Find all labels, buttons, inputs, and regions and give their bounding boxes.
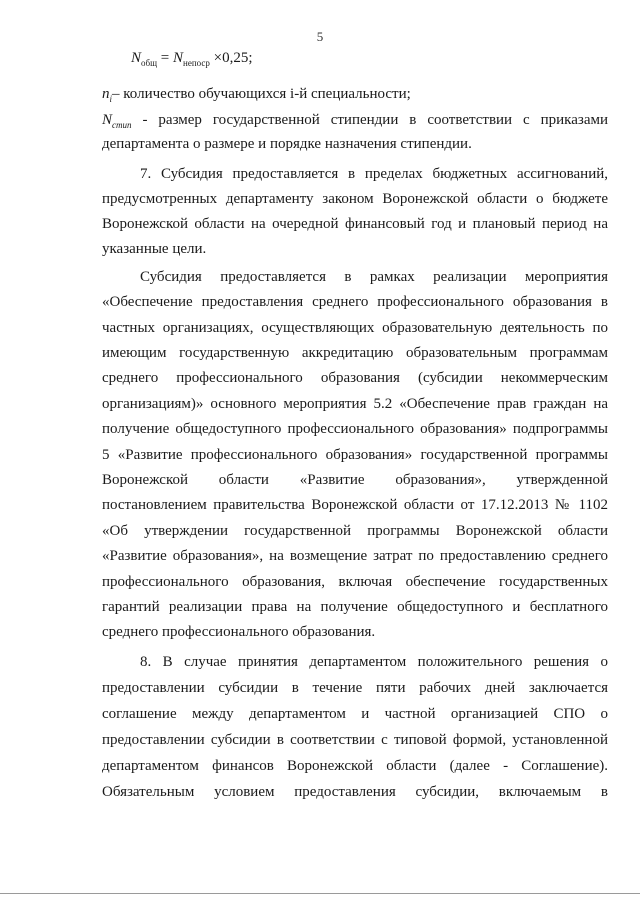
text-line: предоставлении субсидии в соответствии с типовой формой, установленной [102,732,608,748]
text-line: среднего профессионального образования (субсидии некоммерческим [102,370,608,386]
text-line: «Об утверждении государственной программы Воронежской области [102,523,608,539]
text-line: 7. Субсидия предоставляется в пределах бюджетных ассигнований, [140,166,608,182]
text-line: частных организациях, осуществляющих образовательную деятельность по [102,320,608,336]
formula-eq: = [160,50,170,66]
formula-op: × [213,50,223,66]
text-line: указанные цели. [102,241,207,257]
text-line: Воронежской области «Развитие образования», утвержденной [102,472,608,488]
text-line: получение общедоступного профессионального образования» подпрограммы [102,421,608,437]
text-line: департамента о размере и порядке назначения стипендии. [102,136,472,152]
text-line: гарантий реализации права на получение общедоступного и бесплатного [102,599,608,615]
text-line: организациям)» основного мероприятия 5.2 «Обеспечение прав граждан на [102,396,608,412]
text-line: 5 «Развитие профессионального образования» государственной программы [102,447,608,463]
formula-coef: 0,25 [222,50,249,66]
page-number: 5 [316,29,324,44]
formula-rhs: $N_{непоср}$ [173,50,210,68]
text-line: Обязательным условием предоставления субсидии, включаемым в [102,784,608,800]
text-line: Субсидия предоставляется в рамках реализации мероприятия [140,269,608,285]
text-line: 8. В случае принятия департаментом положительного решения о [140,654,608,670]
text-line: имеющим государственную аккредитацию образовательным программам [102,345,608,361]
text-line: «Обеспечение предоставления среднего профессионального образования в [102,294,608,310]
definition-n-stip: $N_{стип}$ - размер государственной стипендии в соответствии с приказами [102,112,609,130]
formula-end: ; [248,50,253,66]
formula [131,50,253,68]
text-line: соглашение между департаментом и частной организацией СПО о [102,706,608,722]
text-line: профессионального образования, включая обеспечение государственных [102,574,608,590]
formula-lhs: $N_{общ}$ [131,50,158,68]
text-line: Воронежской области на очередной финансовый год и плановый период на [102,216,608,232]
text-line: департаментом финансов Воронежской области (далее - Соглашение). [102,758,608,774]
text-line: предусмотренных департаменту законом Воронежской области о бюджете [102,191,608,207]
text-line: постановлением правительства Воронежской области от 17.12.2013 № 1102 [102,497,608,513]
definition-n-i: $n_i-$ количество обучающихся i-й специальности; [102,86,411,104]
bottom-divider [0,893,640,894]
text-line: предоставлении субсидии в течение пяти рабочих дней заключается [102,680,608,696]
text-line: «Развитие образования», на возмещение затрат по предоставлению среднего [102,548,608,564]
text-line: среднего профессионального образования. [102,624,376,640]
